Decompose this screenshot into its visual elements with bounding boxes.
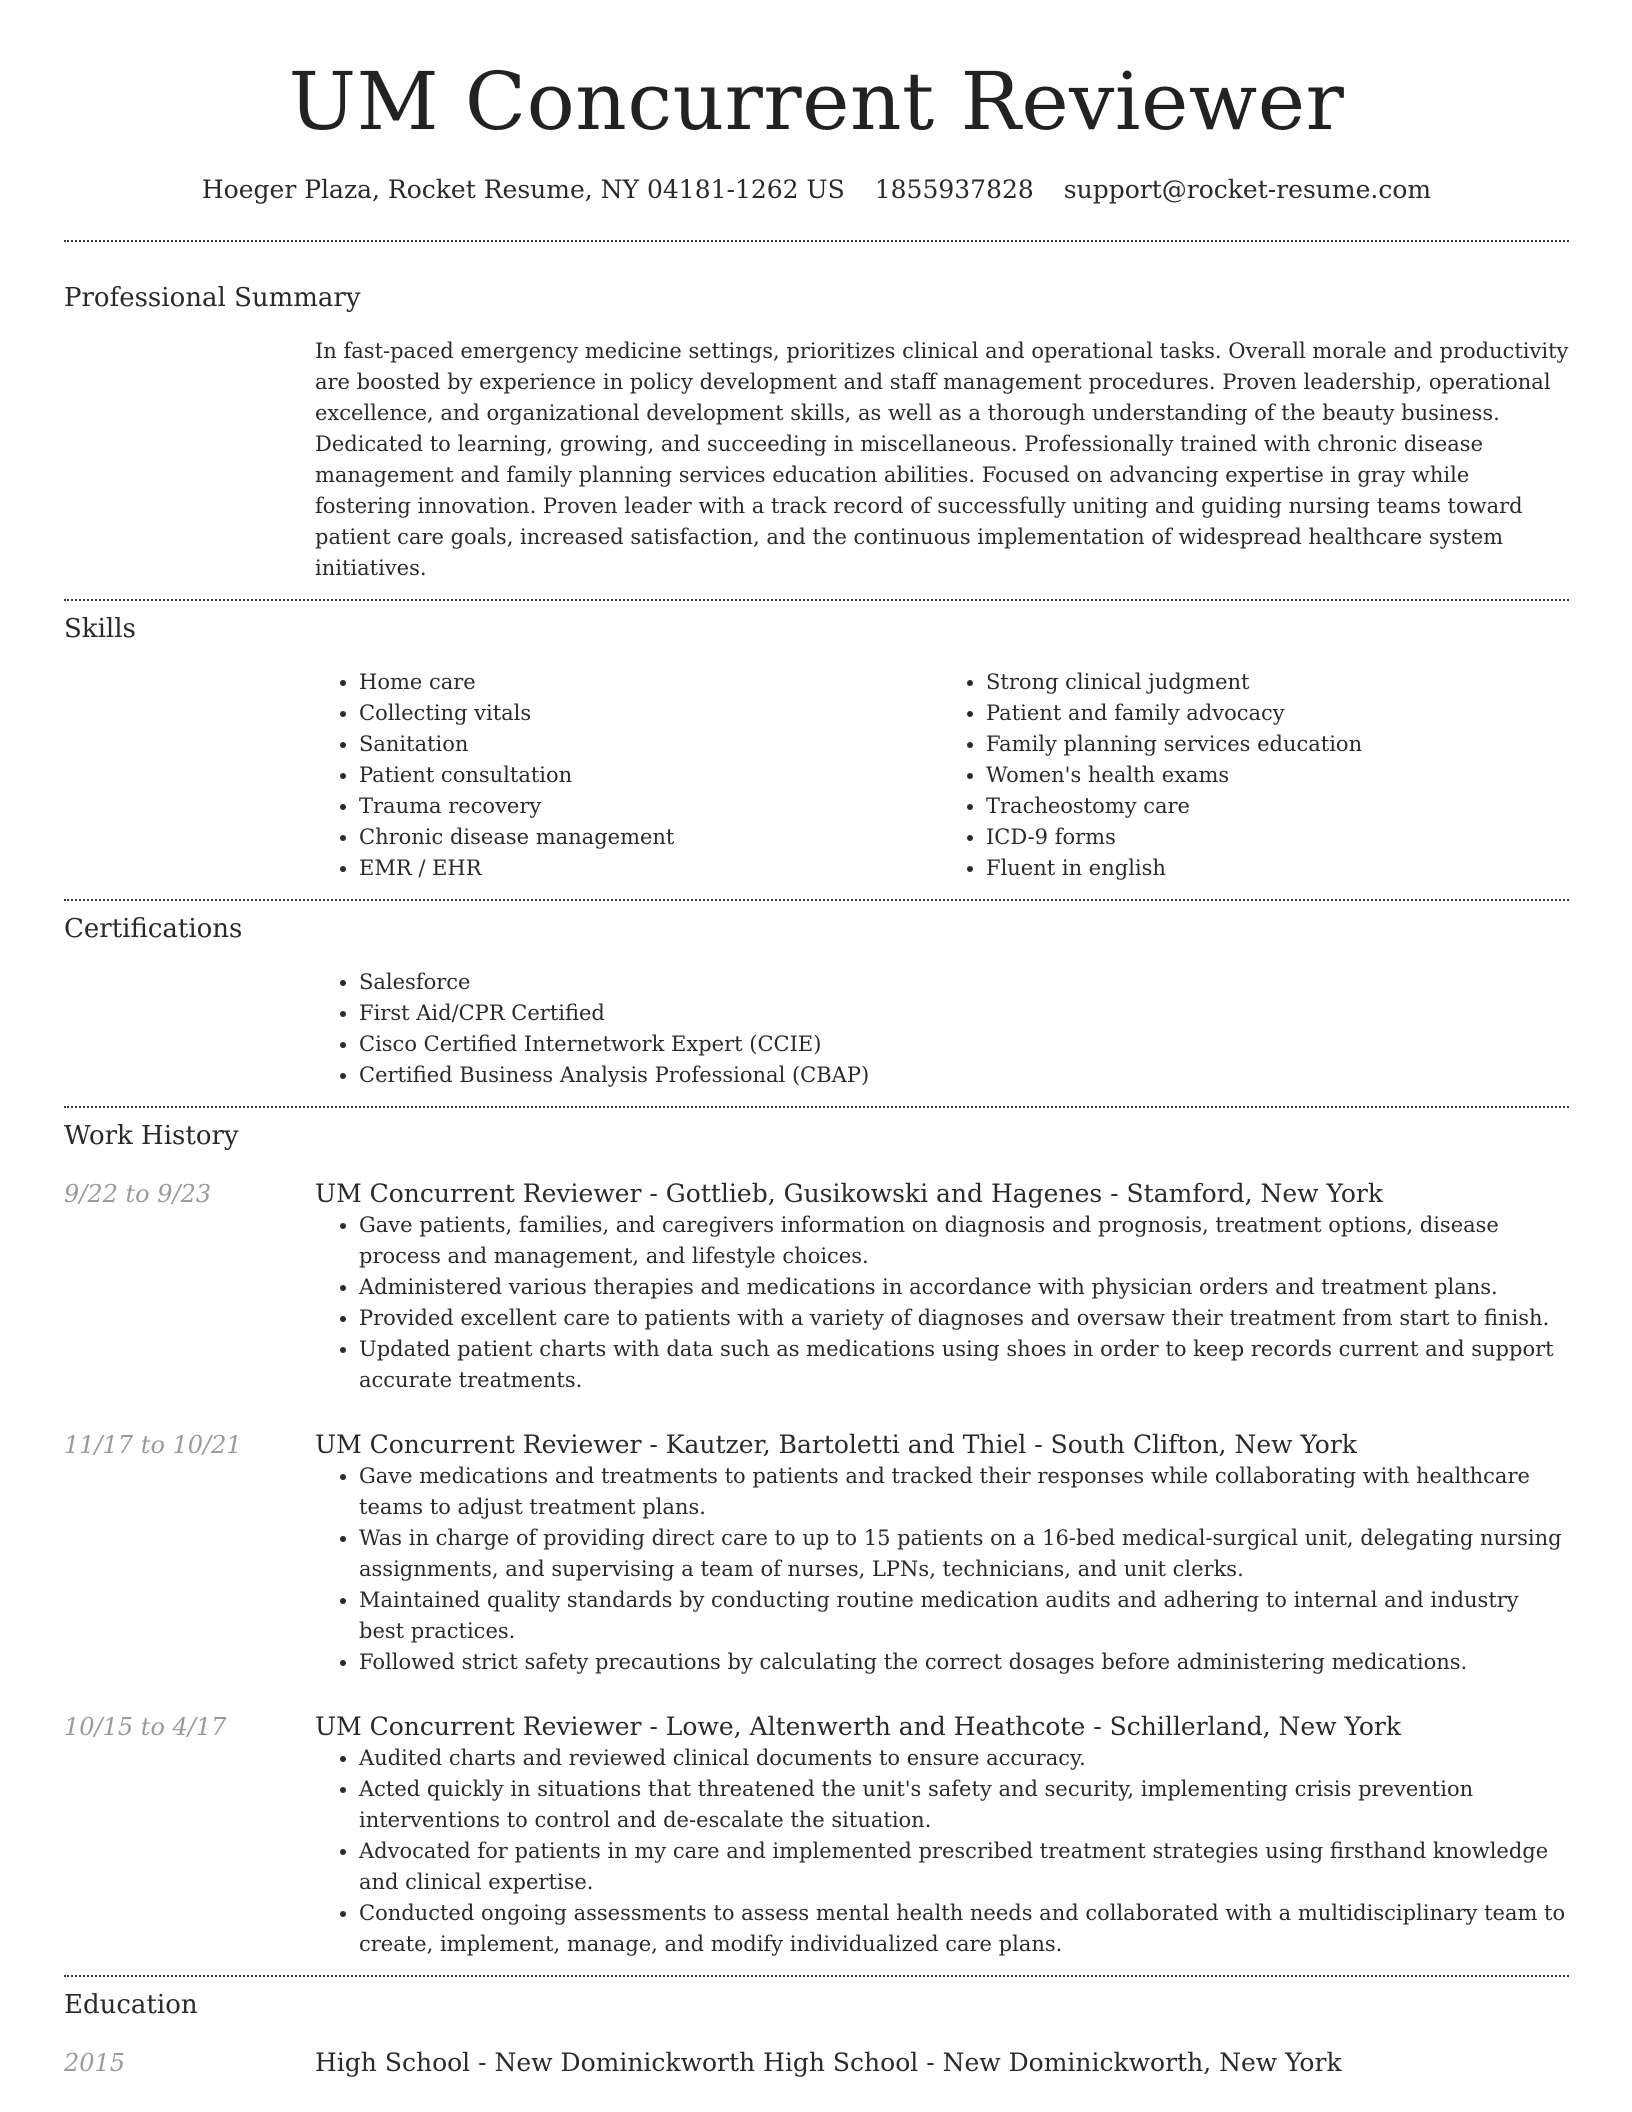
skill-item: • Women's health exams: [986, 760, 1569, 791]
job-bullet: • Audited charts and reviewed clinical documents to ensure accuracy.: [359, 1743, 1569, 1774]
certification-item: • Certified Business Analysis Professional (CBAP): [359, 1060, 1569, 1091]
job-dates: 9/22 to 9/23: [64, 1180, 212, 1208]
job-bullet-list: [315, 1210, 1569, 1396]
job-details: [315, 1429, 1569, 1678]
section-divider: [64, 599, 1569, 601]
job-entry: [64, 1711, 1569, 1960]
job-entry: [64, 1429, 1569, 1678]
education-date: 2015: [64, 2049, 126, 2077]
contact-email: support@rocket-resume.com: [1063, 175, 1432, 204]
job-dates: 11/17 to 10/21: [64, 1431, 242, 1459]
job-bullet-list: [315, 1461, 1569, 1678]
contact-phone: 1855937828: [874, 175, 1034, 204]
skill-item: • Collecting vitals: [359, 698, 942, 729]
job-details: [315, 1711, 1569, 1960]
skill-item: • Tracheostomy care: [986, 791, 1569, 822]
summary-text: In fast-paced emergency medicine settings, prioritizes clinical and operational tasks. Overall morale and productivity are boosted by experience in policy development and staff management procedures. Proven leadership, operational excellence, and organizational development skills, as well as a thorough understanding of the beauty business. Dedicated to learning, growing, and succeeding in miscellaneous. Professionally trained with chronic disease management and family planning services education abilities. Focused on advancing expertise in gray while fostering innovation. Proven leader with a track record of successfully uniting and guiding nursing teams toward patient care goals, increased satisfaction, and the continuous implementation of widespread healthcare system initiatives.: [315, 339, 1569, 580]
contact-line: [64, 174, 1569, 206]
job-heading: UM Concurrent Reviewer - Lowe, Altenwerth and Heathcote - Schillerland, New York: [315, 1712, 1401, 1741]
skill-item: • ICD-9 forms: [986, 822, 1569, 853]
job-bullet-list: [315, 1743, 1569, 1960]
section-divider: [64, 899, 1569, 901]
job-bullet: • Administered various therapies and medications in accordance with physician orders and treatment plans.: [359, 1272, 1569, 1303]
skill-item: • Home care: [359, 667, 942, 698]
skill-item: • Patient consultation: [359, 760, 942, 791]
skill-item: • EMR / EHR: [359, 853, 942, 884]
job-heading: UM Concurrent Reviewer - Gottlieb, Gusikowski and Hagenes - Stamford, New York: [315, 1179, 1383, 1208]
job-bullet: • Maintained quality standards by conducting routine medication audits and adhering to internal and industry best practices.: [359, 1585, 1569, 1647]
section-divider: [64, 1106, 1569, 1108]
job-bullet: • Provided excellent care to patients with a variety of diagnoses and oversaw their treatment from start to finish.: [359, 1303, 1569, 1334]
section-title-certifications: Certifications: [64, 914, 243, 944]
skill-item: • Chronic disease management: [359, 822, 942, 853]
section-title-summary: Professional Summary: [64, 283, 361, 313]
job-bullet: • Was in charge of providing direct care to up to 15 patients on a 16-bed medical-surgical unit, delegating nursing assignments, and supervising a team of nurses, LPNs, technicians, and unit clerks.: [359, 1523, 1569, 1585]
education-heading: High School - New Dominickworth High School - New Dominickworth, New York: [315, 2048, 1342, 2077]
skills-list-left: [315, 667, 942, 884]
resume-title: UM Concurrent Reviewer: [288, 55, 1345, 148]
skill-item: • Fluent in english: [986, 853, 1569, 884]
job-bullet: • Followed strict safety precautions by calculating the correct dosages before administering medications.: [359, 1647, 1569, 1678]
job-bullet: • Advocated for patients in my care and implemented prescribed treatment strategies using firsthand knowledge and clinical expertise.: [359, 1836, 1569, 1898]
section-title-education: Education: [64, 1990, 198, 2020]
skill-item: • Sanitation: [359, 729, 942, 760]
certification-item: • Cisco Certified Internetwork Expert (CCIE): [359, 1029, 1569, 1060]
job-bullet: • Gave medications and treatments to patients and tracked their responses while collaborating with healthcare teams to adjust treatment plans.: [359, 1461, 1569, 1523]
section-title-work-history: Work History: [64, 1121, 239, 1151]
skills-body: [315, 667, 1569, 884]
resume-page: [64, 0, 1569, 2079]
job-heading: UM Concurrent Reviewer - Kautzer, Bartoletti and Thiel - South Clifton, New York: [315, 1430, 1357, 1459]
job-bullet: • Gave patients, families, and caregivers information on diagnosis and prognosis, treatment options, disease process and management, and lifestyle choices.: [359, 1210, 1569, 1272]
skill-item: • Strong clinical judgment: [986, 667, 1569, 698]
job-bullet: • Acted quickly in situations that threatened the unit's safety and security, implementing crisis prevention interventions to control and de-escalate the situation.: [359, 1774, 1569, 1836]
skill-item: • Patient and family advocacy: [986, 698, 1569, 729]
education-details: [315, 2047, 1569, 2079]
skills-columns: [315, 667, 1569, 884]
job-bullet: • Updated patient charts with data such as medications using shoes in order to keep records current and support accurate treatments.: [359, 1334, 1569, 1396]
job-dates: 10/15 to 4/17: [64, 1713, 227, 1741]
contact-address: Hoeger Plaza, Rocket Resume, NY 04181-1262 US: [201, 175, 845, 204]
section-title-skills: Skills: [64, 614, 136, 644]
skill-item: • Family planning services education: [986, 729, 1569, 760]
certification-item: • Salesforce: [359, 967, 1569, 998]
section-divider: [64, 240, 1569, 242]
skills-list-right: [942, 667, 1569, 884]
certifications-body: [315, 967, 1569, 1091]
job-details: [315, 1178, 1569, 1396]
education-entry: [64, 2047, 1569, 2079]
summary-body: [315, 336, 1569, 584]
job-entry: [64, 1178, 1569, 1396]
certifications-list: [315, 967, 1569, 1091]
skill-item: • Trauma recovery: [359, 791, 942, 822]
section-divider: [64, 1975, 1569, 1977]
certification-item: • First Aid/CPR Certified: [359, 998, 1569, 1029]
job-bullet: • Conducted ongoing assessments to assess mental health needs and collaborated with a multidisciplinary team to create, implement, manage, and modify individualized care plans.: [359, 1898, 1569, 1960]
